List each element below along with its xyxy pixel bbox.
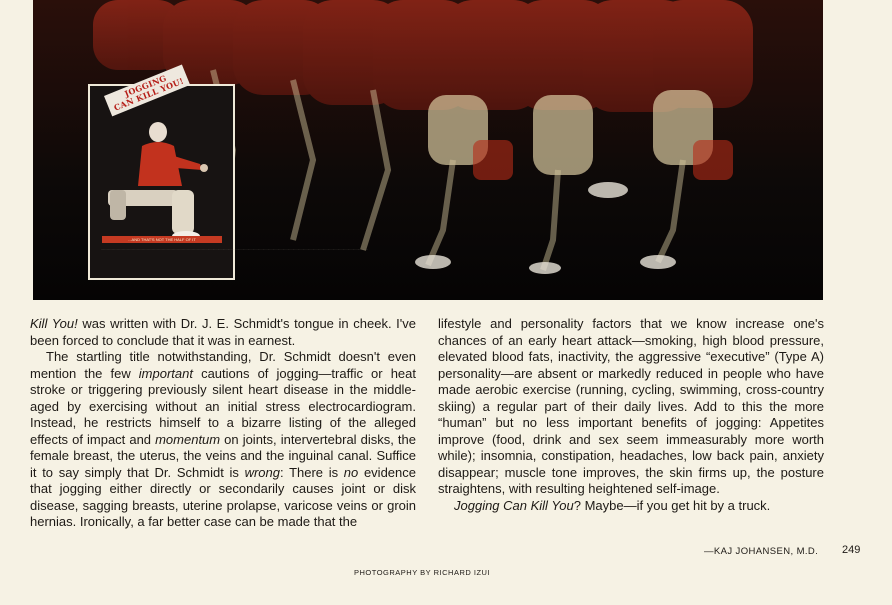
paragraph-text: lifestyle and personality factors that we know increase one's chances of an early heart attack—smoking, high blood pressure, elevated blood fats, inactivity, the aggressive “executive” (Type A) personality—are absent or markedly reduced in people who have made aerobic exercise (running, cycling, swimming, cross-country skiing) a regular part of their daily lives. Add to this the more “human” but no less important benefits of jogging: Appetites improve (food, drink and sex seem immeasurably more worth while); insomnia, constipation, headaches, low back pain, anxiety disappear; muscle tone improves, the skin firms up, the posture straightens, with resulting heightened self-image. [438,316,824,496]
article-paragraph [30,349,416,531]
article-column-right [438,316,824,514]
article-paragraph [438,498,824,515]
paragraph-text: evidence that jogging either directly or secondarily causes joint or disk disease, sagging breasts, uterine prolapse, varicose veins or groin hernias. Ironically, a far better case can be made that the [30,464,416,529]
italic-text: momentum [155,431,221,447]
page-number: 249 [842,544,861,556]
article-column-left [30,316,416,531]
book-cover-text: ................................................................................................................................................................................................................................................................................................................................ [101,247,368,251]
paragraph-text: ? Maybe—if you get hit by a truck. [573,497,771,513]
paragraph-text: : There is [280,464,344,480]
book-cover-title: JOGGING CAN KILL YOU! [104,64,191,116]
article-paragraph [438,316,824,498]
motion-photograph [33,0,823,300]
photo-credit: PHOTOGRAPHY BY RICHARD IZUI [354,568,491,577]
paragraph-text: was written with Dr. J. E. Schmidt's tongue in cheek. I've been forced to conclude that it was in earnest. [30,316,416,348]
italic-text: no [343,464,359,480]
italic-text: Kill You! [30,316,78,331]
book-cover-banner: ...AND THAT'S NOT THE HALF OF IT [102,236,222,243]
paragraph-text: on joints, intervertebral disks, the female breast, the uterus, the veins and the inguinal canal. Suffice it to say simply that Dr. Schmidt is [30,431,416,480]
italic-text: Jogging Can Kill You [454,497,574,513]
article-paragraph [30,316,416,349]
author-byline: —KAJ JOHANSEN, M.D. [704,546,819,557]
book-cover-inset [88,72,368,280]
paragraph-text: The startling title notwithstanding, Dr. Schmidt doesn't even mention the few [30,349,416,381]
italic-text: important [138,365,193,381]
paragraph-text: cautions of jogging—traffic or heat stroke or triggering previously silent heart disease in the middle-aged by exercising without an initial stress electrocardiogram. Instead, he restricts himself to a bizarre listing of the alleged effects of impact and [30,365,416,447]
italic-text: wrong [244,464,280,480]
